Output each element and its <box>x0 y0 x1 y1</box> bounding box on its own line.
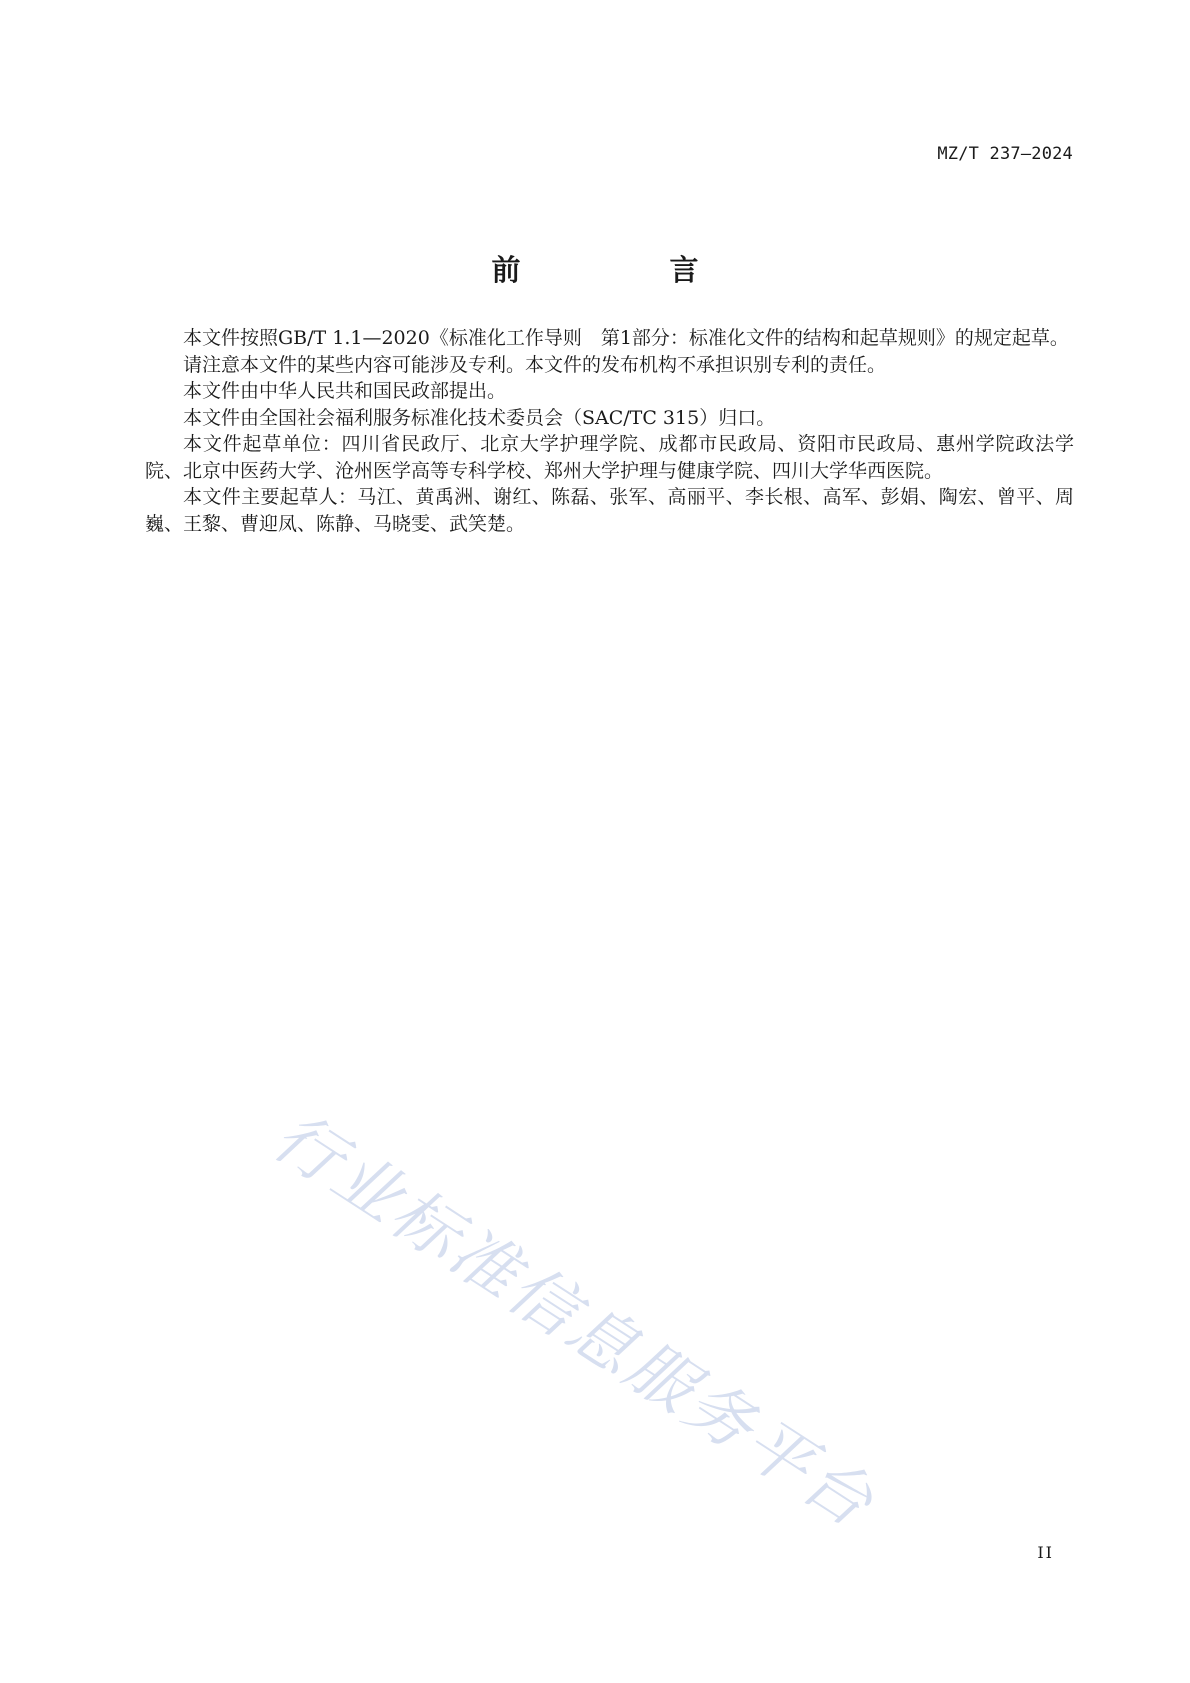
watermark: 行业标准信息服务平台 <box>259 1097 889 1544</box>
paragraph-drafting-units: 本文件起草单位：四川省民政厅、北京大学护理学院、成都市民政局、资阳市民政局、惠州学院政法学院、北京中医药大学、沧州医学高等专科学校、郑州大学护理与健康学院、四川大学华西医院。 <box>145 433 1074 482</box>
paragraph-proposer: 本文件由中华人民共和国民政部提出。 <box>183 380 507 402</box>
document-code: MZ/T 237—2024 <box>937 144 1073 164</box>
paragraph-drafting-rules: 本文件按照GB/T 1.1—2020《标准化工作导则 第1部分：标准化文件的结构和起草规则》的规定起草。 <box>183 327 1069 349</box>
paragraph-responsible-committee: 本文件由全国社会福利服务标准化技术委员会（SAC/TC 315）归口。 <box>183 406 776 429</box>
paragraph-drafters: 本文件主要起草人：马江、黄禹洲、谢红、陈磊、张军、高丽平、李长根、高军、彭娟、陶宏、曾平、周巍、王黎、曹迎凤、陈静、马晓雯、武笑楚。 <box>145 486 1074 535</box>
page-title: 前 言 <box>491 253 759 287</box>
paragraph-patent-notice: 请注意本文件的某些内容可能涉及专利。本文件的发布机构不承担识别专利的责任。 <box>183 353 887 376</box>
page-number: II <box>1037 1543 1054 1562</box>
foreword-body <box>145 325 1074 537</box>
